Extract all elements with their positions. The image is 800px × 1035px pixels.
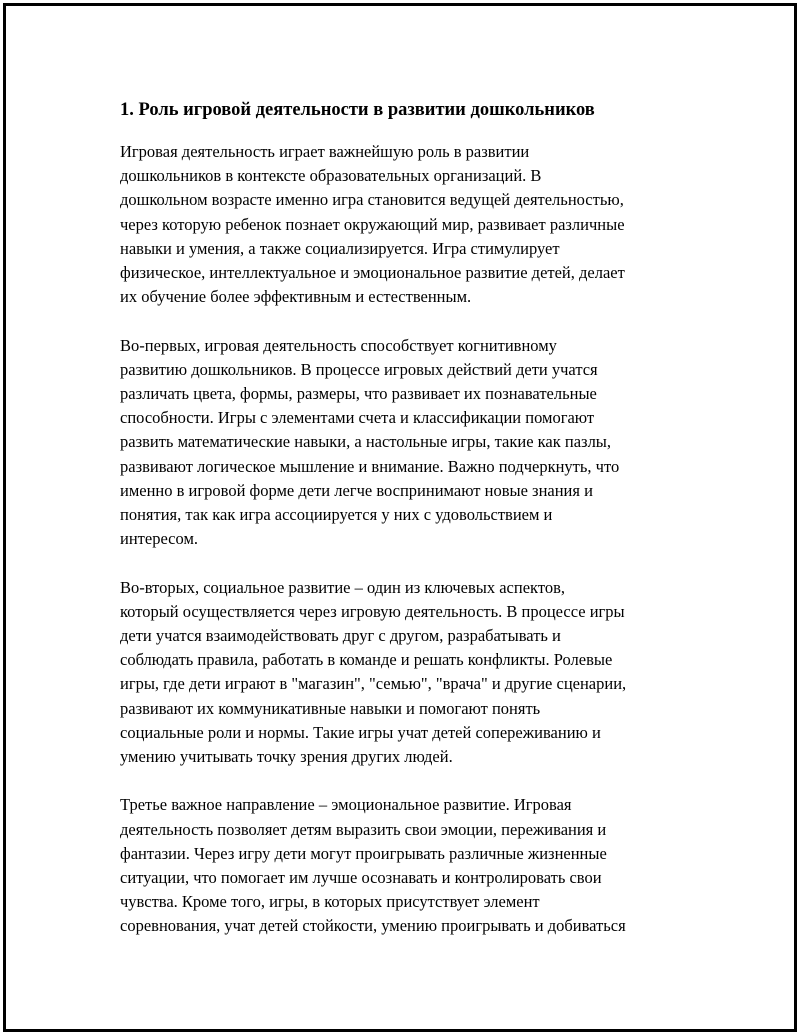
paragraph-line: социальные роли и нормы. Такие игры учат детей сопереживанию и: [120, 722, 601, 742]
paragraph-line: соревнования, учат детей стойкости, умению проигрывать и добиваться: [120, 916, 626, 936]
paragraph-line: физическое, интеллектуальное и эмоциональное развитие детей, делает: [120, 263, 625, 283]
paragraph-line: дети учатся взаимодействовать друг с другом, разрабатывать и: [120, 626, 561, 646]
document-content: [120, 98, 700, 963]
paragraph-line: фантазии. Через игру дети могут проигрывать различные жизненные: [120, 843, 607, 863]
paragraph-line: чувства. Кроме того, игры, в которых присутствует элемент: [120, 892, 540, 912]
paragraph-line: способности. Игры с элементами счета и классификации помогают: [120, 408, 595, 428]
paragraph-line: деятельность позволяет детям выразить свои эмоции, переживания и: [120, 819, 607, 839]
document-page: [3, 3, 797, 1032]
paragraph-line: умению учитывать точку зрения других людей.: [120, 747, 453, 767]
paragraph-line: Третье важное направление – эмоциональное развитие. Игровая: [120, 795, 572, 815]
paragraph-line: развивают логическое мышление и внимание. Важно подчеркнуть, что: [120, 456, 620, 476]
paragraph-line: ситуации, что помогает им лучше осознавать и контролировать свои: [120, 868, 602, 888]
paragraph-3: [120, 576, 700, 770]
paragraphs-container: [120, 140, 700, 939]
paragraph-line: развить математические навыки, а настольные игры, такие как пазлы,: [120, 432, 612, 452]
paragraph-line: развитию дошкольников. В процессе игровых действий дети учатся: [120, 359, 598, 379]
paragraph-line: различать цвета, формы, размеры, что развивает их познавательные: [120, 384, 597, 404]
paragraph-4: [120, 793, 700, 938]
paragraph-1: [120, 140, 700, 309]
paragraph-line: через которую ребенок познает окружающий мир, развивает различные: [120, 214, 625, 234]
paragraph-line: развивают их коммуникативные навыки и помогают понять: [120, 698, 541, 718]
paragraph-line: именно в игровой форме дети легче воспринимают новые знания и: [120, 480, 593, 500]
paragraph-line: дошкольном возрасте именно игра становится ведущей деятельностью,: [120, 190, 624, 210]
paragraph-line: интересом.: [120, 529, 199, 549]
paragraph-line: соблюдать правила, работать в команде и решать конфликты. Ролевые: [120, 650, 613, 670]
paragraph-line: навыки и умения, а также социализируется. Игра стимулирует: [120, 238, 560, 258]
paragraph-line: игры, где дети играют в "магазин", "семью", "врача" и другие сценарии,: [120, 674, 627, 694]
paragraph-line: их обучение более эффективным и естественным.: [120, 287, 472, 307]
paragraph-line: Во-первых, игровая деятельность способствует когнитивному: [120, 335, 557, 355]
section-title: 1. Роль игровой деятельности в развитии дошкольников: [120, 100, 595, 120]
paragraph-line: Во-вторых, социальное развитие – один из ключевых аспектов,: [120, 577, 565, 597]
paragraph-line: понятия, так как игра ассоциируется у них с удовольствием и: [120, 505, 553, 525]
paragraph-2: [120, 334, 700, 552]
paragraph-line: который осуществляется через игровую деятельность. В процессе игры: [120, 601, 625, 621]
paragraph-line: Игровая деятельность играет важнейшую роль в развитии: [120, 142, 530, 161]
paragraph-line: дошкольников в контексте образовательных организаций. В: [120, 166, 542, 186]
